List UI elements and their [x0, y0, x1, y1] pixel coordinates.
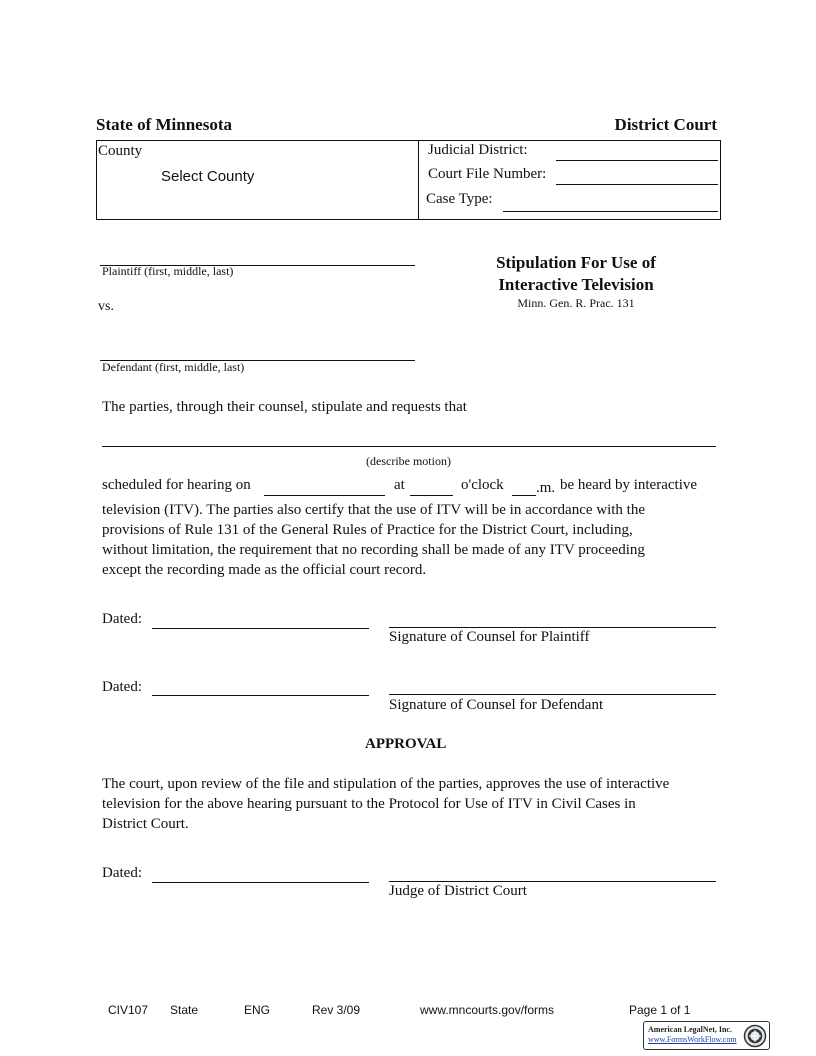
approval-heading: APPROVAL	[365, 736, 447, 752]
plaintiff-label: Plaintiff (first, middle, last)	[102, 264, 234, 278]
footer-page-number: Page 1 of 1	[629, 1003, 691, 1017]
document-title	[440, 252, 712, 296]
judicial-district-input[interactable]	[556, 160, 718, 161]
body-line-2: television (ITV). The parties also certify that the use of ITV will be in accordance with the	[102, 502, 646, 518]
body-line-3: provisions of Rule 131 of the General Rules of Practice for the District Court, including,	[102, 522, 633, 538]
oclock-text: o'clock	[461, 477, 504, 493]
approval-line-2: television for the above hearing pursuant to the Protocol for Use of ITV in Civil Cases in	[102, 796, 636, 812]
defendant-label: Defendant (first, middle, last)	[102, 360, 245, 374]
footer-language: ENG	[244, 1003, 271, 1017]
footer-url[interactable]: www.mncourts.gov/forms	[420, 1003, 555, 1017]
am-pm-input[interactable]	[512, 495, 536, 496]
hearing-hour-input[interactable]	[410, 495, 453, 496]
dated-label: Dated:	[102, 611, 142, 627]
logo-url[interactable]: www.FormsWorkFlow.com	[648, 1035, 737, 1044]
header-state: State of Minnesota	[96, 115, 232, 134]
hearing-date-input[interactable]	[264, 495, 385, 496]
caption-divider	[418, 140, 419, 220]
american-legalnet-logo[interactable]	[643, 1021, 770, 1050]
judicial-district-label: Judicial District:	[428, 142, 528, 158]
county-select[interactable]: Select County	[161, 168, 255, 185]
footer-revision: Rev 3/09	[312, 1003, 361, 1017]
at-text: at	[394, 477, 405, 493]
defendant-dated-input[interactable]	[152, 695, 369, 696]
court-file-number-input[interactable]	[556, 184, 718, 185]
judge-label: Judge of District Court	[389, 883, 527, 899]
logo-company: American LegalNet, Inc.	[648, 1025, 732, 1034]
describe-motion-label: (describe motion)	[366, 454, 451, 468]
case-type-label: Case Type:	[426, 191, 493, 207]
dated-label: Dated:	[102, 865, 142, 881]
county-label: County	[98, 143, 143, 159]
footer-form-id: CIV107	[108, 1003, 149, 1017]
title-line-2: Interactive Television	[498, 275, 654, 294]
approval-line-1: The court, upon review of the file and stipulation of the parties, approves the use of interactive	[102, 776, 670, 792]
globe-icon	[743, 1024, 767, 1048]
body-line-5: except the recording made as the official court record.	[102, 562, 427, 578]
header-court: District Court	[614, 115, 717, 134]
plaintiff-dated-input[interactable]	[152, 628, 369, 629]
court-file-number-label: Court File Number:	[428, 166, 547, 182]
hearing-prefix: scheduled for hearing on	[102, 477, 251, 493]
plaintiff-counsel-label: Signature of Counsel for Plaintiff	[389, 629, 590, 645]
dated-label: Dated:	[102, 679, 142, 695]
title-line-1: Stipulation For Use of	[496, 253, 656, 272]
judge-dated-input[interactable]	[152, 882, 369, 883]
footer-jurisdiction: State	[170, 1003, 199, 1017]
body-line-4: without limitation, the requirement that no recording shall be made of any ITV proceeding	[102, 542, 645, 558]
vs-text: vs.	[98, 299, 114, 314]
case-type-input[interactable]	[503, 211, 718, 212]
motion-input[interactable]	[102, 446, 716, 447]
defendant-counsel-label: Signature of Counsel for Defendant	[389, 697, 604, 713]
m-text: .m.	[536, 480, 556, 496]
rule-citation: Minn. Gen. R. Prac. 131	[517, 296, 635, 310]
approval-line-3: District Court.	[102, 816, 189, 832]
heard-by-text: be heard by interactive	[560, 477, 698, 493]
intro-text: The parties, through their counsel, stipulate and requests that	[102, 399, 467, 415]
